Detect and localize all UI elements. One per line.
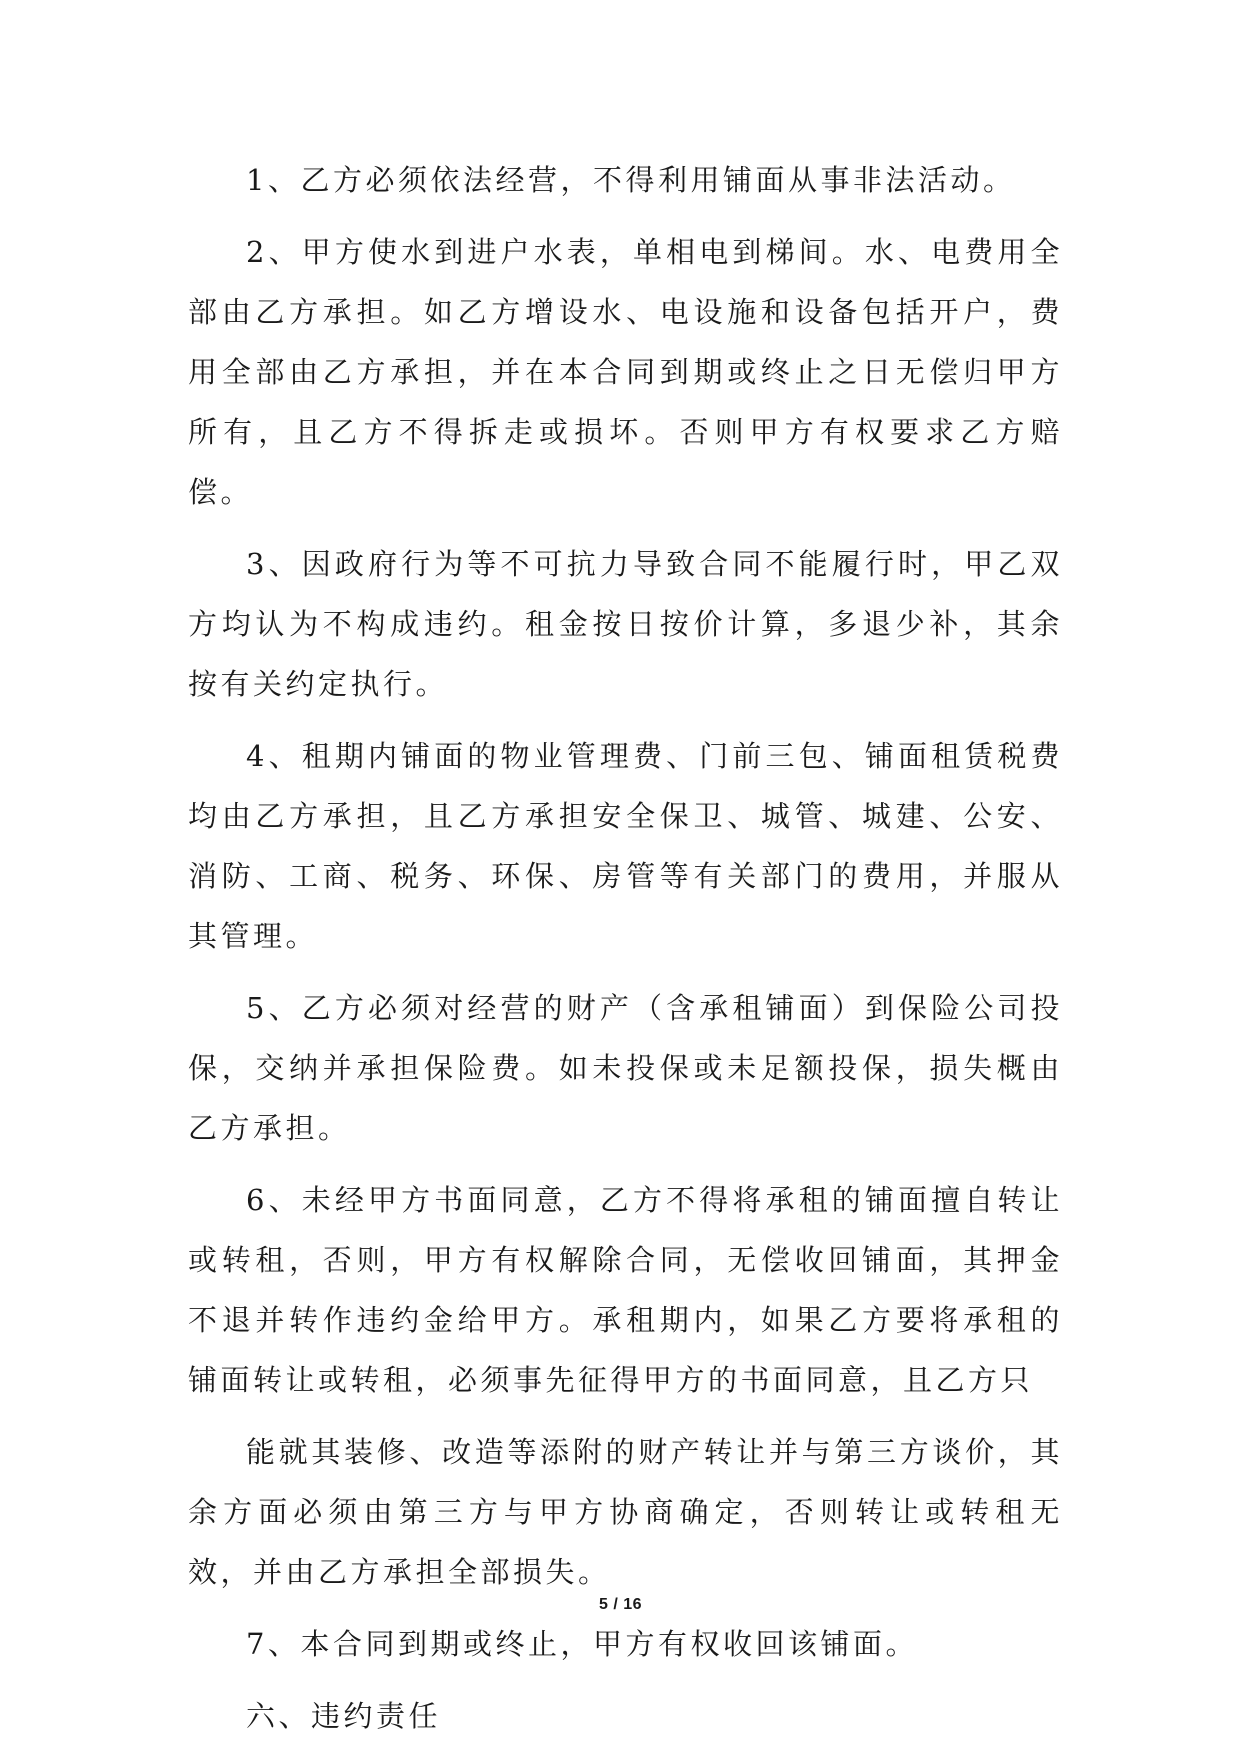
clause-4: 4、租期内铺面的物业管理费、门前三包、铺面租赁税费均由乙方承担，且乙方承担安全保卫、城管、城建、公安、消防、工商、税务、环保、房管等有关部门的费用，并服从其管理。 [188,739,1063,953]
clause-3: 3、因政府行为等不可抗力导致合同不能履行时，甲乙双方均认为不构成违约。租金按日按价计算，多退少补，其余按有关约定执行。 [188,547,1063,701]
clause-6: 6、未经甲方书面同意，乙方不得将承租的铺面擅自转让或转租，否则，甲方有权解除合同，无偿收回铺面，其押金不退并转作违约金给甲方。承租期内，如果乙方要将承租的铺面转让或转租，必须事先征得甲方的书面同意，且乙方只 [188,1183,1063,1397]
section-heading: 六、违约责任 [246,1699,442,1733]
clause-6-continuation: 能就其装修、改造等添附的财产转让并与第三方谈价，其余方面必须由第三方与甲方协商确定，否则转让或转租无效，并由乙方承担全部损失。 [188,1435,1063,1589]
document-body [188,150,1063,1758]
page-number: 5 / 16 [598,1596,643,1613]
clause-5: 5、乙方必须对经营的财产（含承租铺面）到保险公司投保，交纳并承担保险费。如未投保或未足额投保，损失概由乙方承担。 [188,991,1063,1145]
clause-7: 7、本合同到期或终止，甲方有权收回该铺面。 [246,1627,918,1661]
clause-2: 2、甲方使水到进户水表，单相电到梯间。水、电费用全部由乙方承担。如乙方增设水、电设施和设备包括开户，费用全部由乙方承担，并在本合同到期或终止之日无偿归甲方所有，且乙方不得拆走或损坏。否则甲方有权要求乙方赔偿。 [188,235,1063,509]
clause-1: 1、乙方必须依法经营，不得利用铺面从事非法活动。 [246,163,1016,197]
